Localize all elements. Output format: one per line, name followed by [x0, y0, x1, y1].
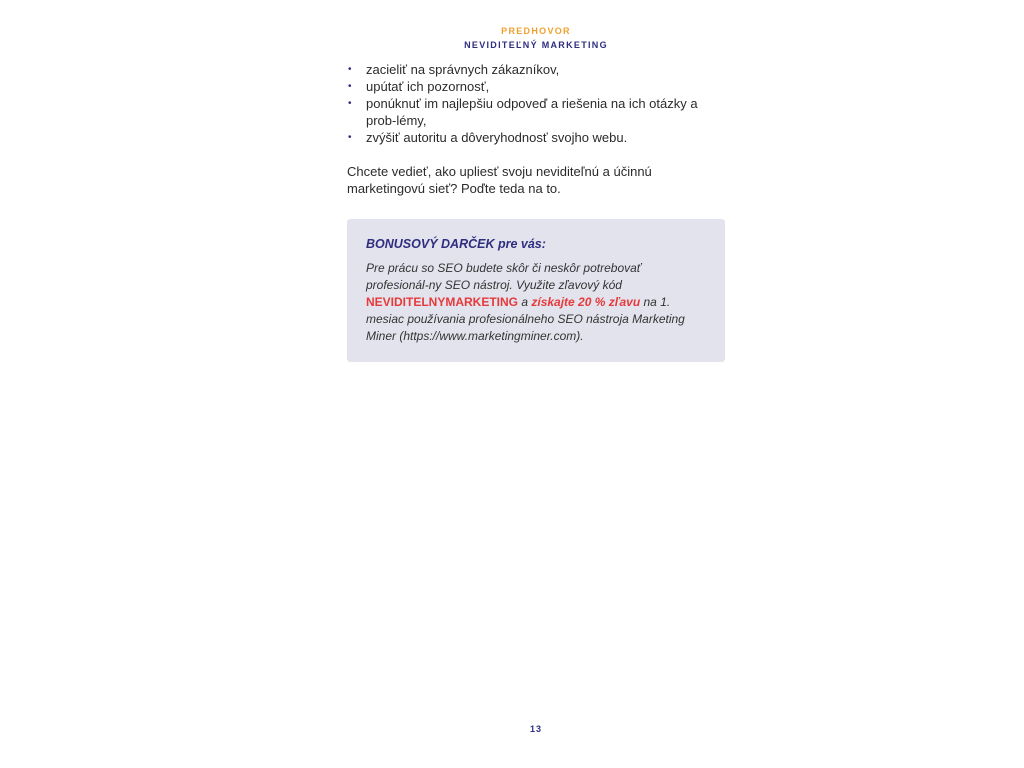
- bonus-title: BONUSOVÝ DARČEK pre vás:: [366, 237, 546, 251]
- bullet-icon: •: [348, 98, 352, 109]
- page-number: 13: [529, 724, 542, 734]
- bullet-icon: •: [348, 81, 352, 92]
- list-item: [347, 95, 725, 129]
- list-item: [347, 61, 725, 78]
- list-item-text: zacieliť na správnych zákazníkov,: [366, 62, 560, 77]
- list-item-text: ponúknuť im najlepšiu odpoveď a riešenia na ich otázky a prob-lémy,: [366, 96, 698, 128]
- page-content: [347, 61, 725, 362]
- bonus-text-intro: Pre prácu so SEO budete skôr či neskôr potrebovať profesionál-ny SEO nástroj. Využite zľavový kód: [366, 261, 642, 292]
- bonus-text-outro: na 1. mesiac používania profesionálneho SEO nástroja Marketing Miner (https://www.marketingminer.com).: [366, 295, 685, 343]
- discount-code: NEVIDITELNYMARKETING: [366, 295, 519, 309]
- section-title: PREDHOVOR: [501, 26, 571, 36]
- list-item-text: zvýšiť autoritu a dôveryhodnosť svojho webu.: [366, 130, 628, 145]
- bullet-list: [347, 61, 725, 146]
- bonus-box: [347, 219, 725, 362]
- list-item-text: upútať ich pozornosť,: [366, 79, 490, 94]
- bonus-text: [366, 260, 707, 345]
- running-head: [0, 24, 1024, 52]
- bullet-icon: •: [348, 132, 352, 143]
- list-item: [347, 129, 725, 146]
- body-paragraph: Chcete vedieť, ako upliesť svoju neviditeľnú a účinnú marketingovú sieť? Poďte teda na to.: [347, 164, 652, 196]
- bullet-icon: •: [348, 64, 352, 75]
- list-item: [347, 78, 725, 95]
- book-title: NEVIDITEĽNÝ MARKETING: [464, 40, 608, 50]
- discount-highlight: získajte 20 % zľavu: [531, 295, 641, 309]
- bonus-text-joiner: a: [518, 295, 532, 309]
